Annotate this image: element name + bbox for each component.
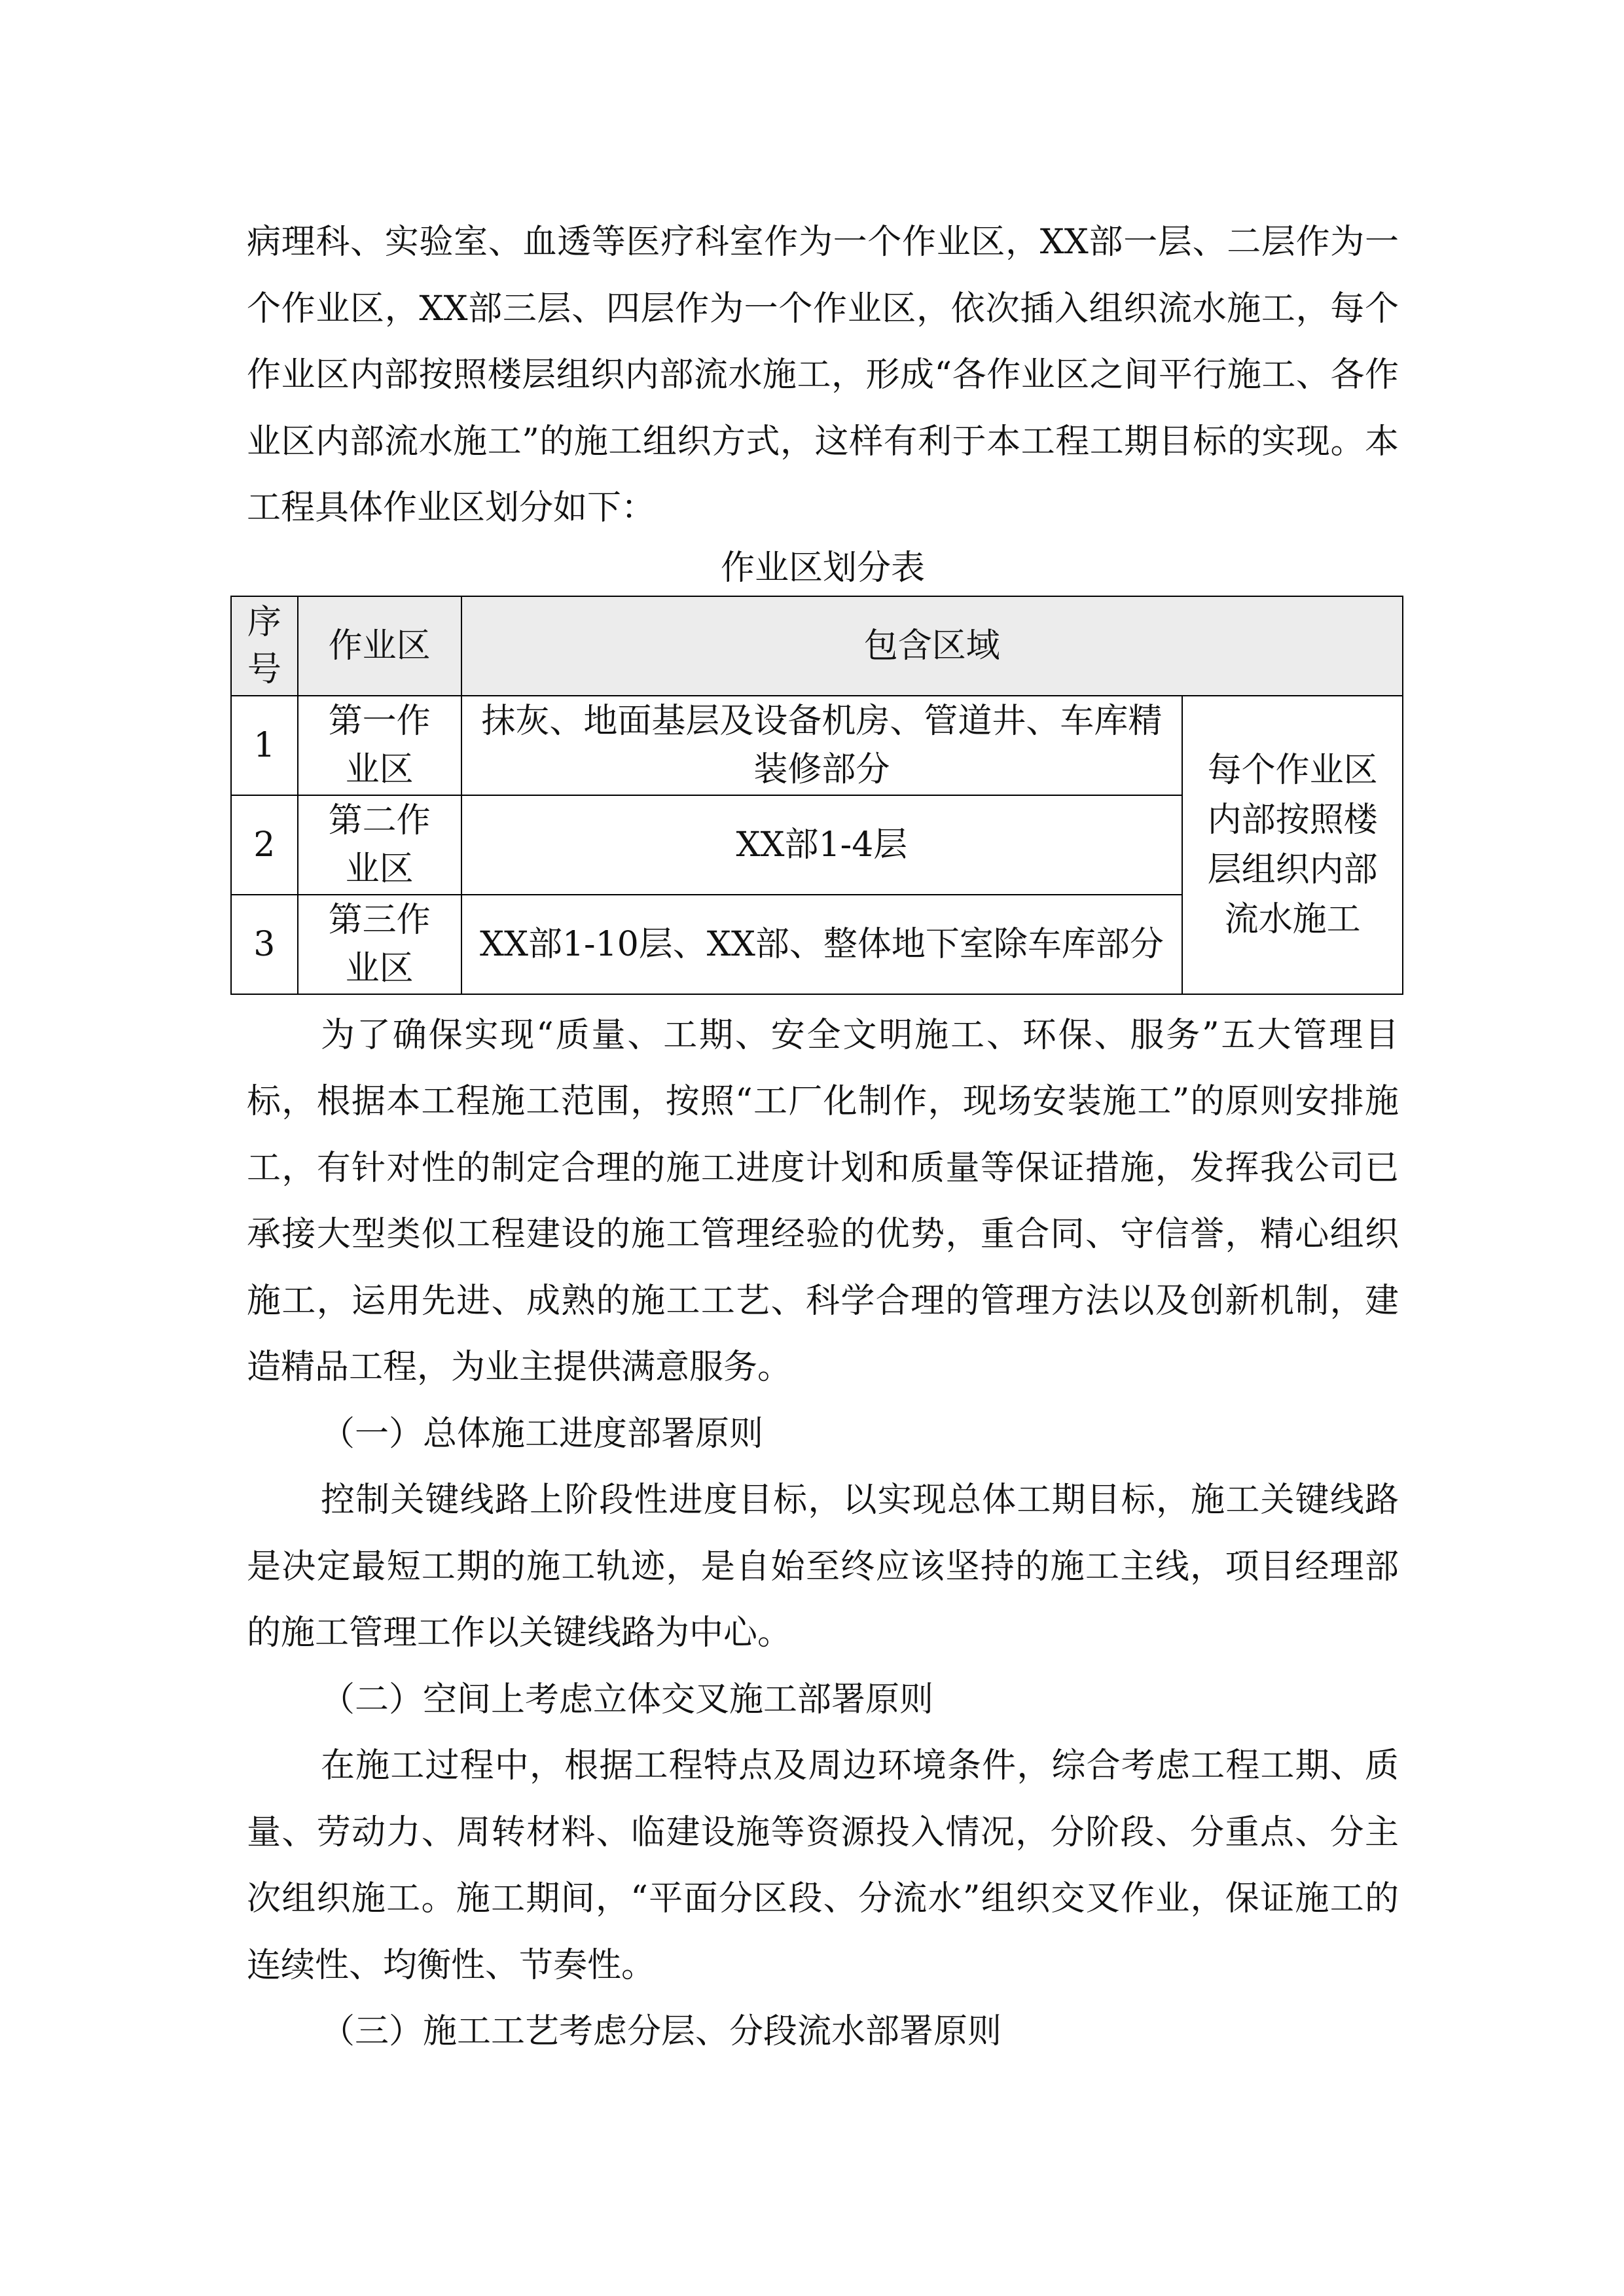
row-no: 1 xyxy=(231,696,298,795)
critical-path-paragraph: 控制关键线路上阶段性进度目标，以实现总体工期目标，施工关键线路是决定最短工期的施工轨迹，是自始至终应该坚持的施工主线，项目经理部的施工管理工作以关键线路为中心。 xyxy=(247,1480,1399,1653)
header-zone: 作业区 xyxy=(298,596,461,696)
section-heading-1: （一）总体施工进度部署原则 xyxy=(321,1414,764,1454)
row-no: 2 xyxy=(231,795,298,895)
header-area: 包含区域 xyxy=(461,596,1403,696)
row-area: 抹灰、地面基层及设备机房、管道井、车库精装修部分 xyxy=(461,696,1183,795)
row-area: XX部1-4层 xyxy=(461,795,1183,895)
document-page xyxy=(247,209,1399,2066)
section-heading-3: （三）施工工艺考虑分层、分段流水部署原则 xyxy=(321,2012,1002,2051)
row-zone: 第二作业区 xyxy=(298,795,461,895)
section-heading-2: （二）空间上考虑立体交叉施工部署原则 xyxy=(321,1679,934,1719)
goals-paragraph: 为了确保实现“质量、工期、安全文明施工、环保、服务”五大管理目标，根据本工程施工范围，按照“工厂化制作，现场安装施工”的原则安排施工，有针对性的制定合理的施工进度计划和质量等保证措施，发挥我公司已承接大型类似工程建设的施工管理经验的优势，重合同、守信誉，精心组织施工，运用先进、成熟的施工工艺、科学合理的管理方法以及创新机制，建造精品工程，为业主提供满意服务。 xyxy=(247,1015,1399,1387)
row-zone: 第三作业区 xyxy=(298,895,461,994)
header-no: 序号 xyxy=(231,596,298,696)
intro-paragraph: 病理科、实验室、血透等医疗科室作为一个作业区，XX部一层、二层作为一个作业区，XX部三层、四层作为一个作业区，依次插入组织流水施工，每个作业区内部按照楼层组织内部流水施工，形成“各作业区之间平行施工、各作业区内部流水施工”的施工组织方式，这样有利于本工程工期目标的实现。本工程具体作业区划分如下： xyxy=(247,223,1399,528)
row-zone: 第一作业区 xyxy=(298,696,461,795)
table-caption: 作业区划分表 xyxy=(720,548,925,588)
cross-construction-paragraph: 在施工过程中，根据工程特点及周边环境条件，综合考虑工程工期、质量、劳动力、周转材料、临建设施等资源投入情况，分阶段、分重点、分主次组织施工。施工期间，“平面分区段、分流水”组织交叉作业，保证施工的连续性、均衡性、节奏性。 xyxy=(247,1746,1399,1985)
work-zone-table xyxy=(230,596,1403,995)
row-note: 每个作业区内部按照楼层组织内部流水施工 xyxy=(1182,696,1403,994)
table-header-row xyxy=(231,596,1403,696)
row-no: 3 xyxy=(231,895,298,994)
row-area: XX部1-10层、XX部、整体地下室除车库部分 xyxy=(461,895,1183,994)
table-row xyxy=(231,696,1403,795)
